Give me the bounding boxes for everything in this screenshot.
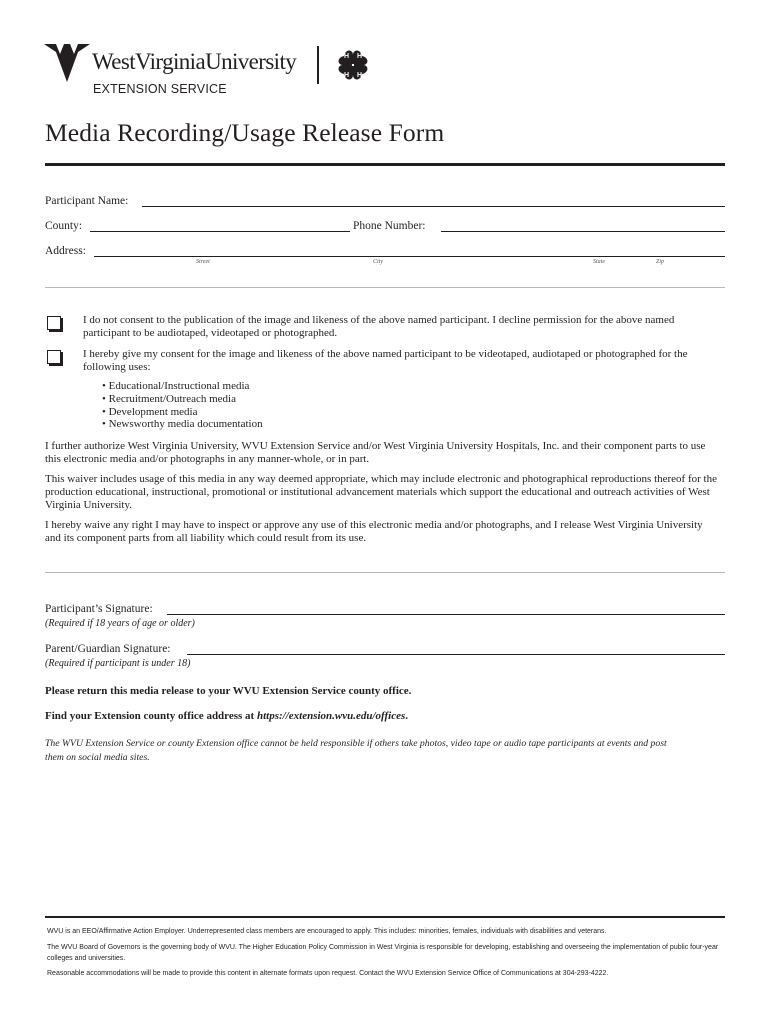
waiver-rights-paragraph: I hereby waive any right I may have to inspect or approve any use of this electronic media and/or photographs, and I release West Virginia University and its component parts from all liability which could result from its use. [45,519,703,544]
no-consent-checkbox[interactable] [47,316,61,330]
participant-signature-label: Participant’s Signature: [45,603,153,615]
guardian-signature-label: Parent/Guardian Signature: [45,643,171,655]
find-office-prefix: Find your Extension county office address at [45,710,257,722]
county-label: County: [45,220,83,232]
liability-disclaimer: The WVU Extension Service or county Extension office cannot be held responsible if others take photos, video tape or audio tape participants at events and post them on social media sites. [45,738,667,763]
find-office-suffix: . [405,710,409,722]
svg-text:H: H [357,53,363,60]
university-name: WestVirginiaUniversity [92,49,297,74]
waiver-usage-paragraph: This waiver includes usage of this media in any way deemed appropriate, which may include electronic and photographical reproductions thereof for the production educational, instructional, promotional or institutional advancement materials which support the educational and outreach activities of West Virginia University. [45,473,717,511]
offices-link[interactable]: https://extension.wvu.edu/offices [256,710,406,722]
participant-name-field[interactable] [142,206,725,207]
consent-text: I hereby give my consent for the image and likeness of the above named participant to be videotaped, audiotaped or photographed for the following uses: [83,348,688,373]
phone-number-label: Phone Number: [353,220,426,232]
address-street-sublabel: Street [196,259,210,265]
consent-checkbox[interactable] [47,350,61,364]
extension-service-label: EXTENSION SERVICE [93,82,227,96]
participant-signature-note: (Required if 18 years of age or older) [45,618,195,629]
list-item: • Recruitment/Outreach media [102,393,402,406]
section-divider [45,572,725,573]
county-field[interactable] [90,231,350,232]
svg-text:H: H [357,72,363,79]
list-item: • Educational/Instructional media [102,380,402,393]
section-divider [45,287,725,288]
address-city-sublabel: City [373,259,383,265]
four-h-clover-icon [334,46,372,84]
address-state-sublabel: State [593,259,605,265]
svg-text:H: H [344,72,350,79]
phone-number-field[interactable] [441,231,725,232]
list-item: • Newsworthy media documentation [102,418,402,431]
footer-accommodations-text: Reasonable accommodations will be made to provide this content in alternate formats upon request. Contact the WVU Extension Service Office of Communications at 304-293-4222. [47,970,609,977]
address-label: Address: [45,245,86,257]
return-instruction: Please return this media release to your WVU Extension Service county office. [45,685,412,697]
authorization-paragraph: I further authorize West Virginia University, WVU Extension Service and/or West Virginia University Hospitals, Inc. and their component parts to use this electronic media and/or photographs in any manner-whole, or in part. [45,440,706,465]
list-item: • Development media [102,406,402,419]
uses-list [102,380,402,431]
footer-rule [45,916,725,918]
no-consent-text: I do not consent to the publication of the image and likeness of the above named participant. I decline permission for the above named participant to be audiotaped, videotaped or photographed. [83,314,675,339]
svg-text:H: H [344,53,350,60]
participant-signature-field[interactable] [167,614,725,615]
footer-governance-text: The WVU Board of Governors is the governing body of WVU. The Higher Education Policy Commission in West Virginia is responsible for developing, establishing and overseeing the implementation of public four-year colleges and universities. [47,944,719,962]
find-office-instruction [45,710,408,722]
participant-name-label: Participant Name: [45,195,129,207]
footer-eeo-text: WVU is an EEO/Affirmative Action Employer. Underrepresented class members are encouraged to apply. This includes: minorities, females, individuals with disabilities and veterans. [47,928,607,935]
page-title: Media Recording/Usage Release Form [45,118,445,147]
guardian-signature-note: (Required if participant is under 18) [45,658,191,669]
wvu-logo-icon [44,44,90,84]
header-divider [317,46,319,84]
address-field[interactable] [94,256,725,257]
guardian-signature-field[interactable] [187,654,725,655]
address-zip-sublabel: Zip [656,259,665,265]
title-rule [45,163,725,166]
